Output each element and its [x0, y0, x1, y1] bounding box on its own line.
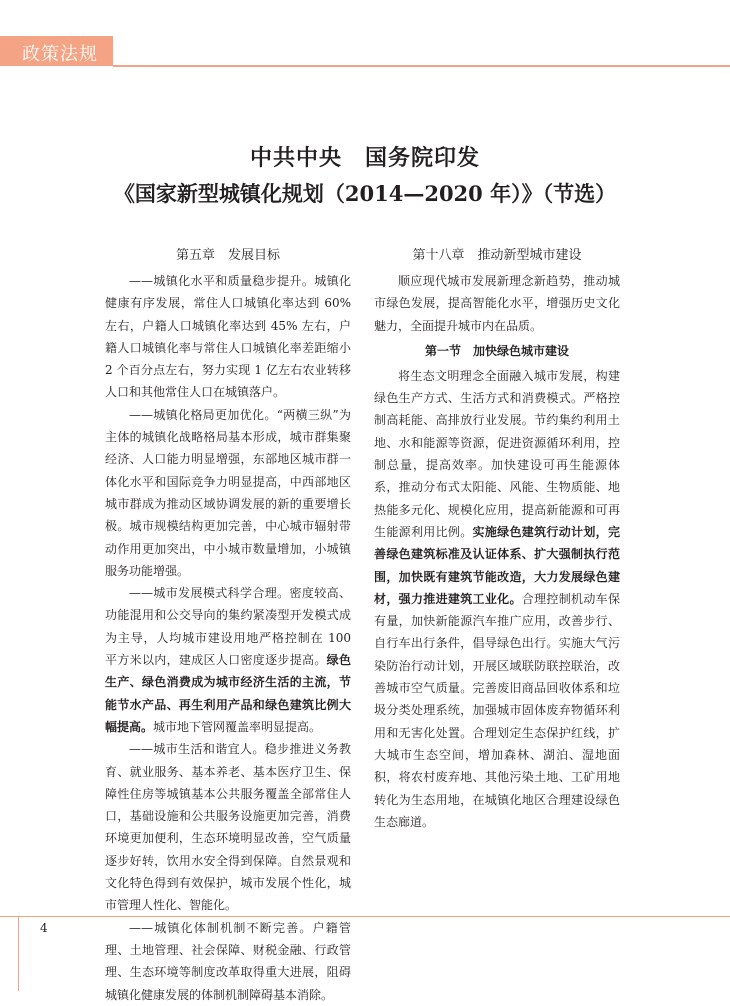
paragraph: ——城镇化格局更加优化。“两横三纵”为主体的城镇化战略格局基本形成，城市群集聚经济、人口能力明显增强，东部地区城市群一体化水平和国际竞争力明显提高，中西部地区城市群成为推动区域协调发展的新的重要增长极。城市规模结构更加完善，中心城市辐射带动作用更加突出，中小城市数量增加，小城镇服务功能增强。 [105, 407, 351, 578]
text-run: 将生态文明理念全面融入城市发展，构建绿色生产方式、生活方式和消费模式。严格控制高耗能、高排放行业发展。节约集约利用土地、水和能源等资源，促进资源循环利用，控制总量，提高效率。加快建设可再生能源体系，推动分布式太阳能、风能、生物质能、地热能多元化、规模化应用，提高新能源和可再生能源利用比例。 [374, 368, 620, 539]
paragraph [105, 582, 351, 738]
left-column [105, 245, 351, 1006]
bold-text-run: 绿色生产、绿色消费成为城市经济生活的主流，节能节水产品、再生利用产品和绿色建筑比例大幅提高。 [105, 653, 351, 734]
section-tab-label: 政策法规 [22, 44, 98, 65]
paragraph: ——城镇化体制机制不断完善。户籍管理、土地管理、社会保障、财税金融、行政管理、生态环境等制度改革取得重大进展，阻碍城镇化健康发展的体制机制障碍基本消除。 [105, 920, 351, 1002]
section-heading-1: 第一节 加快绿色城市建设 [424, 343, 569, 358]
right-column [374, 245, 620, 833]
text-run: ——城市发展模式科学合理。密度较高、功能混用和公交导向的集约紧凑型开发模式成为主导，人均城市建设用地严格控制在 100 平方米以内，建成区人口密度逐步提高。 [105, 586, 351, 668]
page-number: 4 [40, 921, 48, 935]
text-run: 城市地下管网覆盖率明显提高。 [153, 719, 322, 734]
section-tab [0, 36, 113, 66]
chapter-heading-18: 第十八章 推动新型城市建设 [412, 248, 582, 263]
header-rule [113, 65, 730, 67]
article-title-line1: 中共中央 国务院印发 [249, 145, 480, 171]
text-run: 合理控制机动车保有量，加快新能源汽车推广应用，改善步行、自行车出行条件，倡导绿色出行。实施大气污染防治行动计划，开展区域联防联控联治，改善城市空气质量。完善废旧商品回收体系和垃圾分类处理系统，加强城市固体废弃物循环利用和无害化处置。合理划定生态保护红线，扩大城市生态空间，增加森林、湖泊、湿地面积，将农村废弃地、其他污染土地、工矿用地转化为生态用地，在城镇化地区合理建设绿色生态廊道。 [374, 591, 620, 829]
footer-divider [18, 917, 19, 991]
paragraph [374, 365, 620, 833]
paragraph: ——城市生活和谐宜人。稳步推进义务教育、就业服务、基本养老、基本医疗卫生、保障性住房等城镇基本公共服务覆盖全部常住人口，基础设施和公共服务设施更加完善，消费环境更加便利，生态环境明显改善，空气质量逐步好转，饮用水安全得到保障。自然景观和文化特色得到有效保护，城市发展个性化，城市管理人性化、智能化。 [105, 742, 351, 913]
footer-rule [0, 916, 730, 917]
paragraph: 顺应现代城市发展新理念新趋势，推动城市绿色发展，提高智能化水平，增强历史文化魅力，全面提升城市内在品质。 [374, 274, 620, 333]
paragraph: ——城镇化水平和质量稳步提升。城镇化健康有序发展，常住人口城镇化率达到 60% 左右，户籍人口城镇化率达到 45% 左右，户籍人口城镇化率与常住人口城镇化率差距缩小 2 个百分点左右，努力实现 1 亿左右农业转移人口和其他常住人口在城镇落户。 [105, 274, 351, 400]
article-title-line2: 《国家新型城镇化规划（2014—2020 年）》（节选） [113, 181, 617, 206]
bold-text-run: 实施绿色建筑行动计划，完善绿色建筑标准及认证体系、扩大强制执行范围，加快既有建筑节能改造，大力发展绿色建材，强力推进建筑工业化。 [374, 524, 620, 606]
chapter-heading-5: 第五章 发展目标 [175, 248, 280, 263]
